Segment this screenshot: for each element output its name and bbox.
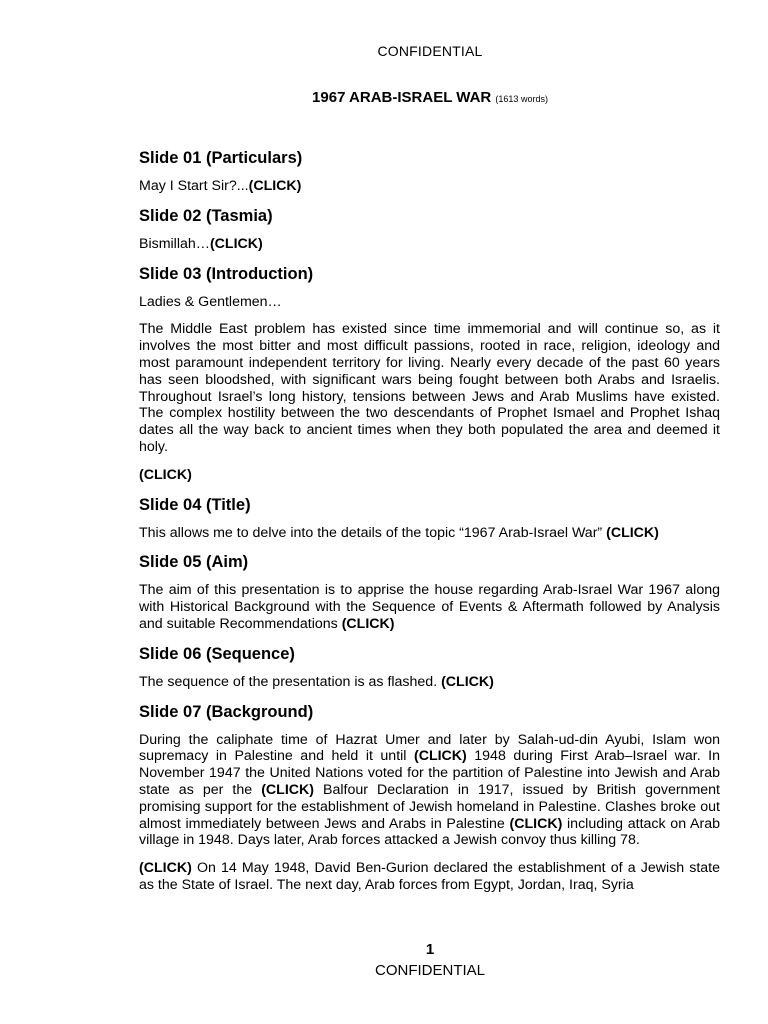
document-body — [139, 148, 720, 905]
word-count: (1613 words) — [495, 94, 548, 104]
click-cue: (CLICK) — [509, 815, 563, 832]
slide-07-heading: Slide 07 (Background) — [139, 702, 314, 721]
slide-03-heading: Slide 03 (Introduction) — [139, 264, 314, 283]
slide-06-heading: Slide 06 (Sequence) — [139, 644, 295, 663]
click-cue: (CLICK) — [413, 748, 467, 765]
slide-01-text: May I Start Sir?...(CLICK) — [139, 178, 302, 194]
slide-05-text: The aim of this presentation is to apprise the house regarding Arab-Israel War 1967 along with Historical Background with the Sequence of Events & Aftermath followed by Analysis and suitable Recommendations (CLICK) — [139, 582, 720, 632]
document-title — [0, 89, 768, 106]
slide-05-heading: Slide 05 (Aim) — [139, 553, 249, 572]
click-cue: (CLICK) — [209, 235, 263, 252]
slide-03-greeting: Ladies & Gentlemen… — [139, 293, 282, 310]
slide-06-text: The sequence of the presentation is as flashed. (CLICK) — [139, 673, 494, 690]
click-cue: (CLICK) — [261, 781, 314, 798]
slide-04-heading: Slide 04 (Title) — [139, 495, 251, 514]
slide-01-heading: Slide 01 (Particulars) — [139, 149, 303, 167]
slide-04-text: This allows me to delve into the details of the topic “1967 Arab-Israel War” (CLICK) — [139, 524, 659, 541]
click-cue: (CLICK) — [139, 466, 192, 483]
header-confidential: CONFIDENTIAL — [377, 43, 483, 59]
click-cue: (CLICK) — [441, 673, 494, 690]
click-cue: (CLICK) — [341, 615, 395, 632]
footer-confidential: CONFIDENTIAL — [374, 962, 485, 979]
title-text: 1967 ARAB-ISRAEL WAR — [312, 89, 492, 106]
click-cue: (CLICK) — [606, 524, 659, 541]
slide-03-paragraph: The Middle East problem has existed since time immemorial and will continue so, as it involves the most bitter and most difficult passions, rooted in race, religion, ideology and most paramount independent territory for living. Nearly every decade of the past 60 years has seen bloodshed, with significant wars being fought between both Arabs and Israelis. Throughout Israel’s long history, tensions between Jews and Arab Muslims have existed. The complex hostility between the two descendants of Prophet Ismael and Prophet Ishaq dates all the way back to ancient times when they both populated the area and deemed it holy. — [139, 321, 720, 455]
slide-02-heading: Slide 02 (Tasmia) — [139, 206, 273, 225]
click-cue: (CLICK) — [139, 860, 192, 877]
click-cue: (CLICK) — [248, 178, 302, 194]
slide-07-paragraph-2: (CLICK) On 14 May 1948, David Ben-Gurion declared the establishment of a Jewish state as the State of Israel. The next day, Arab forces from Egypt, Jordan, Iraq, Syria — [139, 860, 720, 893]
slide-02-text: Bismillah…(CLICK) — [139, 235, 263, 252]
page-number: 1 — [425, 941, 435, 958]
slide-07-paragraph-1: During the caliphate time of Hazrat Umer and later by Salah-ud-din Ayubi, Islam won supremacy in Palestine and held it until (CLICK) 1948 during First Arab–Israel war. In November 1947 the United Nations voted for the partition of Palestine into Jewish and Arab state as per the (CLICK) Balfour Declaration in 1917, issued by British government promising support for the establishment of Jewish homeland in Palestine. Clashes broke out almost immediately between Jews and Arabs in Palestine (CLICK) including attack on Arab village in 1948. Days later, Arab forces attacked a Jewish convoy thus killing 78. — [139, 731, 721, 849]
